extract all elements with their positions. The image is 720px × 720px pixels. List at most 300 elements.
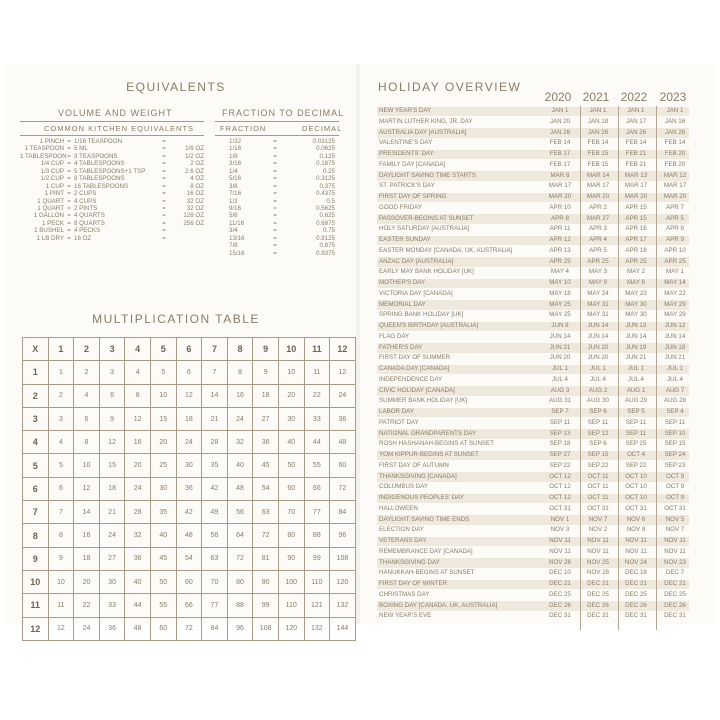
- holiday-date: DEC 25: [664, 590, 686, 598]
- kitchen-equivalent-cell: =: [162, 212, 166, 220]
- multiplication-cell: 36: [99, 617, 125, 640]
- fraction-decimal-title: FRACTION TO DECIMAL: [222, 108, 345, 118]
- kitchen-equivalent-cell: 4 QUARTS: [74, 212, 105, 220]
- holiday-date: APR 25: [625, 257, 647, 265]
- holiday-row: [377, 171, 689, 182]
- holiday-name: MOTHER'S DAY: [379, 279, 426, 286]
- holiday-date: MAY 8: [627, 279, 645, 286]
- kitchen-equivalent-cell: 1 QUART: [37, 204, 64, 212]
- kitchen-equivalent-cell: 1 TEASPOON: [24, 145, 64, 153]
- fraction-cell: 1/8: [229, 152, 238, 160]
- holiday-date: JUN 14: [587, 332, 609, 340]
- multiplication-cell: 36: [330, 407, 356, 430]
- multiplication-cell: 132: [330, 594, 356, 617]
- fraction-cell: 0.3125: [316, 175, 335, 183]
- kitchen-equivalent-cell: 1 PINT: [44, 190, 64, 198]
- holiday-row: [377, 203, 689, 214]
- holiday-row: [377, 568, 689, 579]
- multiplication-cell: 33: [99, 594, 125, 617]
- holiday-date: FEB 20: [664, 160, 686, 168]
- holiday-date: DEC 26: [587, 601, 609, 609]
- holiday-row: [377, 536, 689, 547]
- multiplication-cell: 42: [176, 501, 202, 524]
- kitchen-equivalent-cell: 1 LB DRY: [36, 234, 64, 242]
- multiplication-cell: 54: [176, 547, 202, 570]
- multiplication-cell: 90: [253, 570, 279, 593]
- multiplication-cell: 12: [48, 617, 74, 640]
- multiplication-row-header: 6: [23, 477, 49, 500]
- multiplication-column-header: 6: [176, 338, 202, 361]
- holiday-date: SEP 11: [625, 429, 647, 437]
- holiday-date: DEC 21: [625, 580, 647, 587]
- kitchen-equivalent-cell: =: [67, 160, 71, 168]
- kitchen-equivalent-cell: 2 OZ: [190, 160, 204, 168]
- column-divider: [656, 106, 657, 630]
- holiday-name: CANADA DAY [CANADA]: [379, 365, 450, 372]
- multiplication-cell: 12: [125, 407, 151, 430]
- holiday-row: [377, 450, 689, 461]
- holiday-date: NOV 26: [548, 558, 571, 566]
- fraction-cell: 0.9375: [316, 249, 335, 257]
- multiplication-cell: 96: [330, 524, 356, 547]
- fraction-cell: 0.875: [319, 242, 335, 250]
- multiplication-cell: 49: [202, 501, 228, 524]
- multiplication-cell: 35: [150, 501, 176, 524]
- multiplication-cell: 18: [253, 384, 279, 407]
- holiday-name: NEW YEAR'S DAY: [379, 107, 432, 114]
- holiday-date: SEP 11: [587, 418, 609, 426]
- holiday-date: OCT 9: [665, 472, 685, 480]
- multiplication-cell: 45: [253, 454, 279, 477]
- holiday-date: NOV 11: [549, 537, 571, 544]
- holiday-date: OCT 12: [549, 494, 571, 501]
- kitchen-equivalent-cell: 1 BUSHEL: [34, 227, 64, 235]
- multiplication-cell: 132: [304, 617, 330, 640]
- holiday-row: [377, 224, 689, 235]
- holiday-date: JUN 14: [549, 332, 571, 340]
- multiplication-cell: 48: [125, 617, 151, 640]
- multiplication-cell: 84: [330, 501, 356, 524]
- kitchen-equivalent-row: [20, 183, 204, 190]
- holiday-row: [377, 461, 689, 472]
- holiday-date: MAR 20: [548, 193, 572, 200]
- multiplication-cell: 72: [253, 524, 279, 547]
- fraction-cell: =: [273, 138, 277, 145]
- holiday-date: DEC 21: [549, 580, 571, 587]
- holiday-date: MAR 14: [586, 171, 610, 179]
- multiplication-cell: 4: [125, 361, 151, 384]
- multiplication-cell: 24: [74, 617, 100, 640]
- holiday-row: [377, 611, 689, 622]
- multiplication-cell: 20: [125, 454, 151, 477]
- multiplication-cell: 36: [176, 477, 202, 500]
- holiday-date: SEP 13: [549, 429, 571, 437]
- holiday-name: PRESIDENTS' DAY: [379, 150, 434, 157]
- kitchen-equivalent-row: [20, 235, 204, 242]
- holiday-date: JUL 1: [667, 365, 683, 372]
- holiday-row: [377, 547, 689, 558]
- multiplication-cell: 36: [125, 547, 151, 570]
- multiplication-cell: 24: [176, 431, 202, 454]
- holiday-date: FEB 21: [625, 150, 647, 157]
- holiday-row: [377, 321, 689, 332]
- holiday-date: FEB 15: [587, 150, 609, 157]
- multiplication-cell: 15: [99, 454, 125, 477]
- kitchen-equivalent-cell: =: [67, 145, 71, 153]
- holiday-date: SEP 11: [664, 418, 686, 426]
- kitchen-equivalent-cell: 4 CUPS: [74, 197, 97, 205]
- holiday-date: APR 10: [549, 203, 571, 211]
- multiplication-row-header: 5: [23, 454, 49, 477]
- multiplication-cell: 40: [150, 524, 176, 547]
- holiday-name: HOLY SATURDAY [AUSTRALIA]: [379, 225, 470, 233]
- holiday-row: [377, 396, 689, 407]
- multiplication-cell: 99: [304, 547, 330, 570]
- multiplication-cell: 6: [74, 407, 100, 430]
- kitchen-equivalent-row: [20, 160, 204, 167]
- multiplication-cell: 20: [278, 384, 304, 407]
- multiplication-column-header: 10: [278, 338, 304, 361]
- volume-weight-title: VOLUME AND WEIGHT: [58, 108, 173, 118]
- multiplication-cell: 3: [99, 361, 125, 384]
- holiday-date: JUN 18: [664, 343, 686, 351]
- kitchen-equivalent-cell: =: [67, 204, 71, 212]
- kitchen-equivalent-cell: =: [67, 182, 71, 190]
- holiday-date: APR 8: [666, 225, 684, 233]
- holiday-row: [377, 278, 689, 289]
- multiplication-cell: 84: [202, 617, 228, 640]
- holiday-name: REMEMBRANCE DAY [CANADA]: [379, 547, 473, 555]
- multiplication-cell: 30: [150, 477, 176, 500]
- holiday-name: FIRST DAY OF AUTUMN: [379, 461, 449, 469]
- multiplication-cell: 18: [74, 547, 100, 570]
- kitchen-equivalent-cell: 5 TABLESPOONS+1 TSP: [74, 167, 146, 175]
- holiday-name: NATIONAL GRANDPARENTS DAY: [379, 429, 477, 437]
- fraction-cell: 3/4: [229, 227, 238, 235]
- multiplication-cell: 66: [304, 477, 330, 500]
- kitchen-equivalent-cell: 1/16 TEASPOON: [74, 138, 123, 145]
- holiday-row: [377, 128, 689, 139]
- multiplication-cell: 12: [176, 384, 202, 407]
- holiday-name: MARTIN LUTHER KING, JR. DAY: [379, 117, 473, 125]
- holiday-date: SEP 6: [589, 408, 607, 415]
- holiday-date: JUN 19: [625, 343, 647, 351]
- multiplication-cell: 81: [253, 547, 279, 570]
- multiplication-cell: 14: [202, 384, 228, 407]
- multiplication-cell: 88: [304, 524, 330, 547]
- holiday-date: AUG 31: [548, 397, 571, 405]
- kitchen-equivalent-row: [20, 212, 204, 219]
- holiday-date: MAY 4: [551, 268, 569, 276]
- multiplication-cell: 12: [99, 431, 125, 454]
- holiday-date: APR 9: [666, 236, 684, 243]
- fraction-row: [215, 153, 339, 160]
- fraction-cell: 3/8: [229, 182, 238, 190]
- holiday-date: NOV 3: [550, 526, 570, 534]
- holiday-date: OCT 11: [587, 494, 609, 501]
- multiplication-cell: 8: [125, 384, 151, 407]
- fraction-cell: 1/32: [229, 138, 242, 145]
- holiday-row: [377, 482, 689, 493]
- fraction-row: [215, 212, 339, 219]
- holiday-name: HALLOWEEN: [379, 504, 418, 512]
- holiday-date: NOV 28: [586, 569, 609, 577]
- holiday-row: [377, 558, 689, 569]
- holiday-date: JAN 1: [589, 107, 607, 114]
- holiday-date: OCT 9: [665, 483, 685, 491]
- fraction-cell: =: [273, 152, 277, 160]
- holiday-name: ST. PATRICK'S DAY: [379, 182, 435, 190]
- kitchen-equivalents-title: COMMON KITCHEN EQUIVALENTS: [44, 124, 195, 133]
- holiday-date: MAR 13: [624, 171, 648, 179]
- holiday-date: MAY 22: [664, 289, 686, 297]
- fraction-cell: =: [273, 234, 277, 242]
- fraction-cell: 0.0625: [316, 145, 335, 153]
- holiday-date: DEC 25: [587, 590, 609, 598]
- kitchen-equivalent-cell: =: [162, 190, 166, 198]
- holiday-date: FEB 20: [664, 150, 686, 157]
- kitchen-equivalent-row: [20, 175, 204, 182]
- fraction-cell: =: [273, 227, 277, 235]
- year-header: 2021: [582, 90, 610, 104]
- holiday-date: JAN 1: [666, 107, 684, 114]
- holiday-row: [377, 364, 689, 375]
- fraction-cell: 0.625: [319, 212, 335, 220]
- multiplication-cell: 5: [150, 361, 176, 384]
- holiday-name: INDEPENDENCE DAY: [379, 375, 443, 383]
- holiday-date: MAY 14: [664, 279, 686, 286]
- holiday-date: OCT 10: [625, 483, 647, 491]
- fraction-cell: =: [273, 167, 277, 175]
- multiplication-row: [23, 361, 356, 384]
- fraction-cell: 0.25: [322, 167, 335, 175]
- multiplication-cell: 6: [48, 477, 74, 500]
- multiplication-cell: 10: [278, 361, 304, 384]
- kitchen-equivalent-cell: =: [67, 152, 71, 160]
- fraction-row: [215, 220, 339, 227]
- holiday-date: SEP 24: [664, 451, 686, 458]
- multiplication-row-header: 11: [23, 594, 49, 617]
- multiplication-cell: 77: [202, 594, 228, 617]
- kitchen-equivalent-cell: 1 QUART: [37, 197, 64, 205]
- kitchen-equivalent-cell: =: [67, 212, 71, 220]
- multiplication-cell: 9: [48, 547, 74, 570]
- holiday-date: JUN 14: [625, 332, 647, 340]
- holiday-date: JAN 26: [549, 128, 571, 136]
- multiplication-cell: 15: [150, 407, 176, 430]
- kitchen-equivalent-cell: =: [67, 175, 71, 183]
- kitchen-equivalent-cell: 1 CUP: [45, 182, 64, 190]
- holiday-date: SEP 22: [549, 461, 571, 469]
- multiplication-cell: 7: [202, 361, 228, 384]
- holiday-date: MAY 30: [625, 311, 647, 319]
- holiday-date: NOV 5: [665, 515, 685, 523]
- kitchen-equivalent-cell: =: [162, 204, 166, 212]
- holiday-date: JUN 12: [664, 322, 686, 329]
- holiday-name: BOXING DAY [CANADA, UK, AUSTRALIA]: [379, 601, 498, 609]
- holiday-date: NOV 11: [625, 547, 647, 555]
- holiday-name: EASTER SUNDAY: [379, 236, 431, 243]
- holiday-date: MAY 29: [664, 300, 686, 308]
- kitchen-equivalent-cell: 1/3 CUP: [40, 167, 64, 175]
- holiday-date: JUL 1: [590, 365, 606, 372]
- holiday-name: CIVIC HOLIDAY [CANADA]: [379, 386, 455, 394]
- multiplication-cell: 32: [125, 524, 151, 547]
- holiday-row: [377, 246, 689, 257]
- holiday-date: APR 13: [549, 246, 571, 254]
- holiday-name: THANKSGIVING [CANADA]: [379, 472, 457, 480]
- multiplication-cell: 66: [176, 594, 202, 617]
- multiplication-cell: 35: [202, 454, 228, 477]
- fraction-cell: =: [273, 242, 277, 250]
- holiday-date: SEP 11: [549, 418, 571, 426]
- holiday-date: MAY 9: [589, 279, 607, 286]
- column-divider: [618, 106, 619, 630]
- holiday-date: NOV 7: [588, 515, 608, 523]
- multiplication-cell: 64: [227, 524, 253, 547]
- multiplication-row: [23, 501, 356, 524]
- holiday-row: [377, 375, 689, 386]
- multiplication-row: [23, 547, 356, 570]
- holiday-row: [377, 429, 689, 440]
- holiday-date: FEB 17: [549, 150, 571, 157]
- kitchen-equivalent-cell: =: [67, 190, 71, 198]
- multiplication-cell: 16: [74, 524, 100, 547]
- kitchen-equivalent-row: [20, 220, 204, 227]
- kitchen-equivalent-cell: 1 PECK: [41, 219, 64, 227]
- kitchen-equivalent-cell: 128 OZ: [183, 212, 204, 220]
- fraction-cell: 0.125: [319, 152, 335, 160]
- holiday-date: SEP 12: [587, 429, 609, 437]
- holiday-date: NOV 6: [626, 515, 646, 523]
- multiplication-cell: 48: [227, 477, 253, 500]
- holiday-row: [377, 353, 689, 364]
- holiday-date: SEP 27: [549, 451, 571, 458]
- holiday-date: JUL 1: [628, 365, 644, 372]
- kitchen-equivalent-cell: 4 PECKS: [74, 227, 101, 235]
- holiday-date: DEC 26: [549, 601, 571, 609]
- holiday-date: JUN 20: [587, 343, 609, 351]
- multiplication-cell: 4: [48, 431, 74, 454]
- fraction-row: [215, 235, 339, 242]
- holiday-name: YOM KIPPUR-BEGINS AT SUNSET: [379, 451, 479, 458]
- fraction-cell: 11/16: [229, 219, 245, 227]
- multiplication-cell: 44: [125, 594, 151, 617]
- multiplication-cell: 20: [150, 431, 176, 454]
- multiplication-cell: 72: [176, 617, 202, 640]
- holiday-name: VICTORIA DAY [CANADA]: [379, 289, 453, 297]
- multiplication-row-header: 12: [23, 617, 49, 640]
- multiplication-cell: 6: [99, 384, 125, 407]
- holiday-date: DEC 25: [549, 590, 571, 598]
- multiplication-cell: 28: [202, 431, 228, 454]
- holiday-name: INDIGENOUS PEOPLES' DAY: [379, 494, 464, 501]
- holiday-date: JAN 20: [549, 117, 571, 125]
- multiplication-cell: 16: [125, 431, 151, 454]
- kitchen-equivalent-cell: 8 QUARTS: [74, 219, 105, 227]
- fraction-cell: 1/4: [229, 167, 238, 175]
- holiday-date: MAY 31: [587, 300, 609, 308]
- holiday-row: [377, 181, 689, 192]
- holiday-name: DAYLIGHT SAVING TIME STARTS: [379, 171, 476, 179]
- multiplication-cell: 40: [278, 431, 304, 454]
- holiday-date: JUN 14: [664, 332, 686, 340]
- kitchen-equivalent-cell: 1 PINCH: [39, 138, 64, 145]
- multiplication-cell: 2: [48, 384, 74, 407]
- holiday-date: SEP 18: [549, 440, 571, 448]
- holiday-row: [377, 504, 689, 515]
- holiday-date: OCT 12: [549, 483, 571, 491]
- multiplication-cell: 48: [176, 524, 202, 547]
- multiplication-cell: 70: [202, 570, 228, 593]
- kitchen-equivalent-cell: =: [162, 182, 166, 190]
- holiday-date: APR 25: [549, 257, 571, 265]
- kitchen-equivalent-cell: 4 OZ: [190, 175, 204, 183]
- multiplication-cell: 100: [278, 570, 304, 593]
- holiday-name: COLUMBUS DAY: [379, 483, 429, 491]
- holiday-date: OCT 11: [587, 472, 609, 480]
- holiday-date: OCT 9: [665, 494, 685, 501]
- holiday-date: APR 25: [587, 257, 609, 265]
- holiday-name: EASTER MONDAY [CANADA, UK, AUSTRALIA]: [379, 246, 513, 254]
- multiplication-row-header: 2: [23, 384, 49, 407]
- holiday-name: PATRIOT DAY: [379, 418, 419, 426]
- kitchen-equivalent-cell: 4 TABLESPOONS: [74, 160, 125, 168]
- holiday-name: DAYLIGHT SAVING TIME ENDS: [379, 515, 470, 523]
- multiplication-cell: 28: [125, 501, 151, 524]
- equivalents-title: EQUIVALENTS: [126, 80, 226, 94]
- multiplication-table: [22, 337, 356, 641]
- kitchen-equivalent-cell: 1/2 OZ: [185, 152, 204, 160]
- multiplication-row-header: 4: [23, 431, 49, 454]
- holiday-name: NEW YEAR'S EVE: [379, 612, 432, 620]
- fraction-cell: =: [273, 219, 277, 227]
- fraction-cell: 0.5: [326, 197, 335, 205]
- kitchen-equivalents-list: [20, 138, 204, 242]
- holiday-date: FEB 14: [587, 139, 609, 147]
- multiplication-cell: 12: [74, 477, 100, 500]
- holiday-row: [377, 418, 689, 429]
- multiplication-cell: 48: [330, 431, 356, 454]
- fraction-cell: 5/16: [229, 175, 242, 183]
- holiday-row: [377, 300, 689, 311]
- kitchen-equivalent-cell: 2.6 OZ: [185, 167, 204, 175]
- multiplication-cell: 8: [227, 361, 253, 384]
- kitchen-equivalent-cell: 32 OZ: [186, 197, 204, 205]
- holiday-date: MAY 3: [589, 268, 607, 276]
- holiday-date: APR 15: [625, 214, 647, 222]
- holiday-date: MAR 20: [586, 193, 610, 200]
- multiplication-cell: 30: [99, 570, 125, 593]
- holiday-date: JAN 18: [587, 117, 609, 125]
- holiday-date: MAR 17: [586, 182, 610, 190]
- multiplication-column-header: 8: [227, 338, 253, 361]
- multiplication-row: [23, 454, 356, 477]
- kitchen-equivalent-row: [20, 205, 204, 212]
- multiplication-cell: 14: [74, 501, 100, 524]
- holiday-date: DEC 10: [549, 569, 571, 577]
- multiplication-cell: 4: [74, 384, 100, 407]
- multiplication-cell: 63: [202, 547, 228, 570]
- holiday-date: NOV 1: [550, 515, 570, 523]
- holiday-row: [377, 257, 689, 268]
- holiday-date: SEP 11: [625, 418, 647, 426]
- holiday-date: SEP 6: [589, 440, 607, 448]
- holiday-date: DEC 7: [665, 569, 685, 577]
- holiday-name: FATHER'S DAY: [379, 343, 423, 351]
- multiplication-cell: 40: [125, 570, 151, 593]
- holiday-date: MAR 17: [548, 182, 572, 190]
